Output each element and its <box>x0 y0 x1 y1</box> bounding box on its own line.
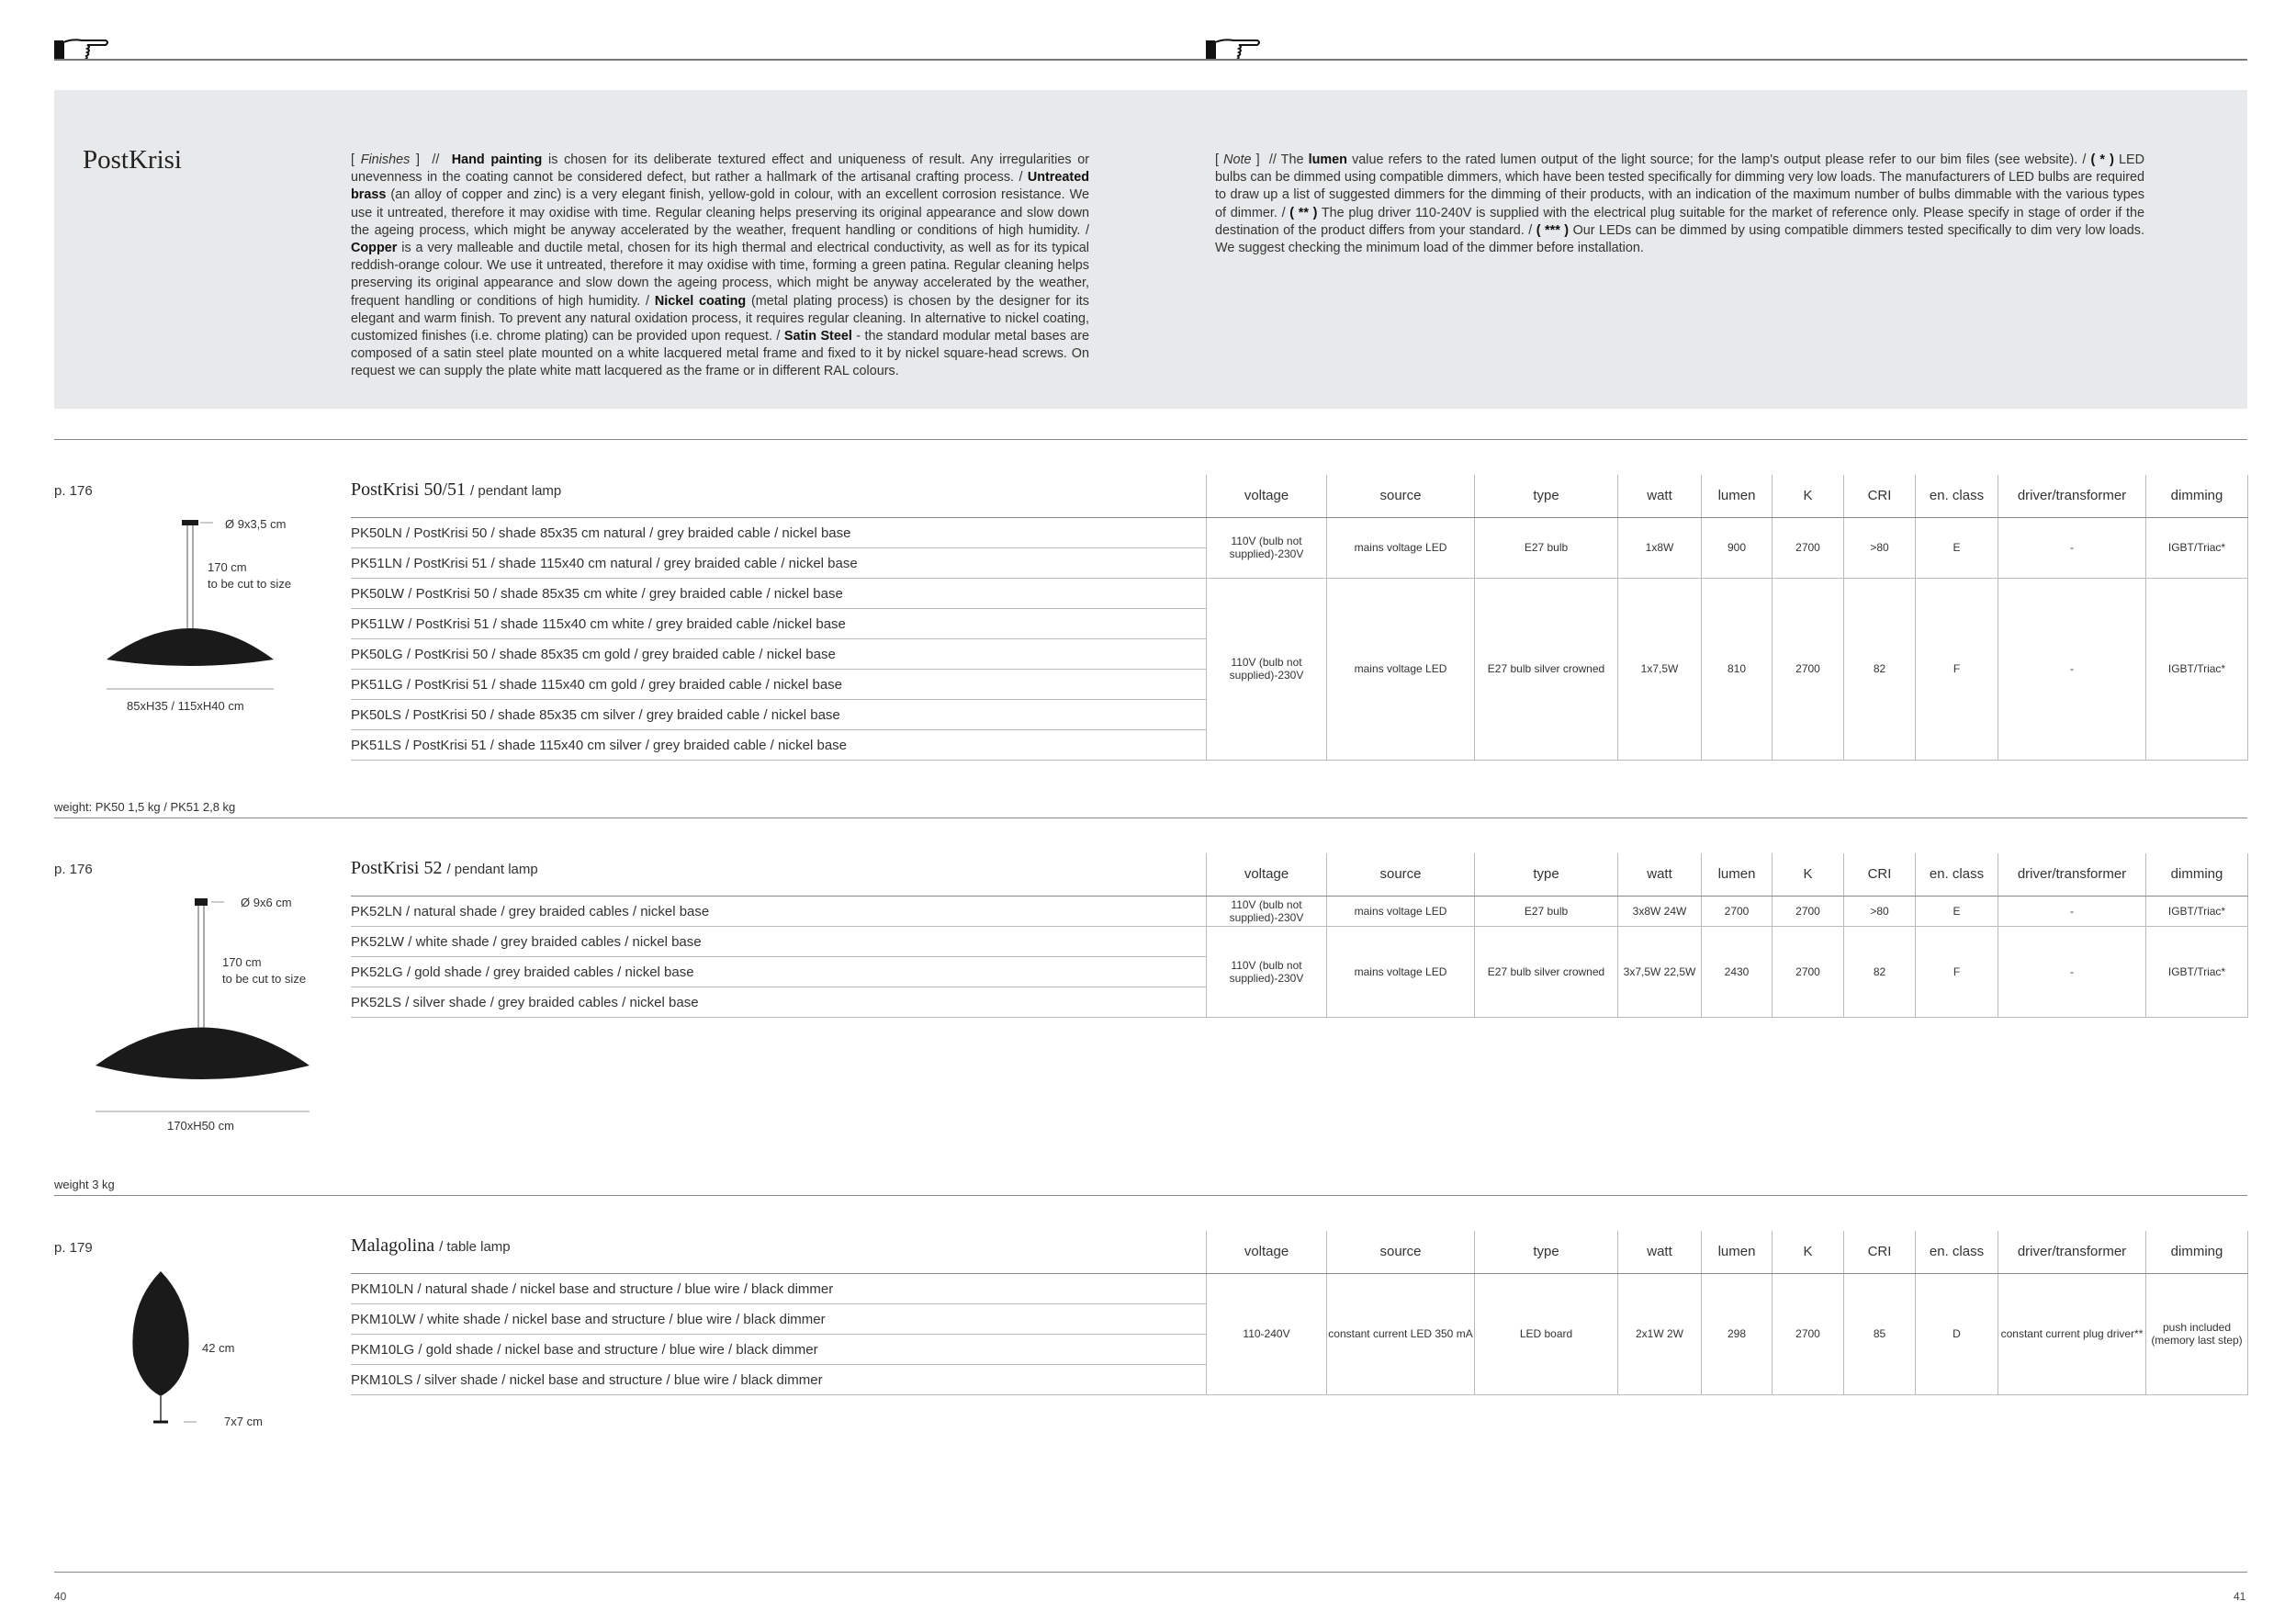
cell-lumen: 298 <box>1702 1273 1773 1394</box>
cell-watt: 2x1W 2W <box>1618 1273 1702 1394</box>
list-item: PK51LG / PostKrisi 51 / shade 115x40 cm gold / grey braided cable / nickel base <box>351 670 1206 700</box>
cell-watt: 3x8W 24W <box>1618 896 1702 926</box>
cell-voltage: 110V (bulb not supplied)-230V <box>1207 517 1327 578</box>
separator: // <box>432 152 440 167</box>
page-reference: p. 179 <box>54 1240 93 1256</box>
note-text: [ Note ] // The lumen value refers to the rated lumen output of the light source; for the lamp's output please refer to our bim files (see website). / ( * ) LED bulbs can be dimmed using compatible dimmers, which have been tested specifically for dimming very low loads. The manufacturers of LED bulbs are required to draw up a list of suggested dimmers for the dimming of their products, with an indication of the maximum number of bulbs dimmable with the various types of dimmer. / ( ** ) The plug driver 110-240V is supplied with the electrical plug suitable for the market of reference only. Please specify in stage of order if the destination of the product differs from your standard. / ( *** ) Our LEDs can be dimmed by using compatible dimmers tested specifically to dim very low loads. We suggest checking the minimum load of the dimmer before installation. <box>1215 152 2144 256</box>
product-title <box>351 479 561 501</box>
table-row <box>1207 1273 2248 1394</box>
column-header: K <box>1773 475 1844 517</box>
product-code-list <box>351 1273 1206 1395</box>
cell-voltage: 110-240V <box>1207 1273 1327 1394</box>
note-text-1: The <box>1276 152 1309 167</box>
hand-painting-term: Hand painting <box>451 152 543 167</box>
column-header: driver/transformer <box>1998 1231 2146 1273</box>
column-header: watt <box>1618 475 1702 517</box>
list-item: PK52LG / gold shade / grey braided cables / nickel base <box>351 957 1206 987</box>
cell-dimming: IGBT/Triac* <box>2146 926 2248 1017</box>
dimension-cut-note: to be cut to size <box>222 972 307 986</box>
column-header: type <box>1475 475 1618 517</box>
cell-driver: - <box>1998 517 2146 578</box>
dimension-height: 42 cm <box>202 1341 235 1355</box>
cell-dimming: push included (memory last step) <box>2146 1273 2248 1394</box>
list-item: PK50LW / PostKrisi 50 / shade 85x35 cm white / grey braided cable / nickel base <box>351 579 1206 609</box>
cell-k: 2700 <box>1773 926 1844 1017</box>
satin-steel-term: Satin Steel <box>783 329 852 344</box>
cell-en-class: E <box>1916 896 1998 926</box>
cell-driver: - <box>1998 926 2146 1017</box>
page-reference: p. 176 <box>54 862 93 877</box>
table-header-row <box>1207 853 2248 896</box>
cell-en-class: F <box>1916 578 1998 760</box>
dimension-diameter: Ø 9x6 cm <box>241 896 292 909</box>
dimension-shade: 85xH35 / 115xH40 cm <box>127 699 244 713</box>
cell-en-class: E <box>1916 517 1998 578</box>
cell-lumen: 2700 <box>1702 896 1773 926</box>
cell-cri: >80 <box>1844 517 1916 578</box>
list-item: PKM10LN / natural shade / nickel base and structure / blue wire / black dimmer <box>351 1274 1206 1304</box>
page-reference: p. 176 <box>54 483 93 499</box>
separator: // <box>1268 152 1277 167</box>
table-row <box>1207 926 2248 1017</box>
cell-source: mains voltage LED <box>1327 896 1475 926</box>
product-kind: / pendant lamp <box>446 862 538 877</box>
cell-k: 2700 <box>1773 578 1844 760</box>
footnote-2-marker: ( ** ) <box>1289 205 1318 220</box>
cell-cri: >80 <box>1844 896 1916 926</box>
column-header: K <box>1773 1231 1844 1273</box>
column-header: CRI <box>1844 1231 1916 1273</box>
column-header: source <box>1327 1231 1475 1273</box>
cell-source: constant current LED 350 mA <box>1327 1273 1475 1394</box>
dimension-base: 7x7 cm <box>224 1415 263 1428</box>
copper-term: Copper <box>351 241 398 256</box>
column-header: type <box>1475 853 1618 896</box>
top-rule <box>54 59 2247 61</box>
page-number-left: 40 <box>54 1590 67 1603</box>
cell-dimming: IGBT/Triac* <box>2146 517 2248 578</box>
product-code-list <box>351 517 1206 761</box>
cell-type: E27 bulb <box>1475 517 1618 578</box>
list-item: PKM10LS / silver shade / nickel base and structure / blue wire / black dimmer <box>351 1365 1206 1395</box>
cell-driver: constant current plug driver** <box>1998 1273 2146 1394</box>
page-number-right: 41 <box>2234 1590 2246 1603</box>
table-row <box>1207 578 2248 760</box>
cell-dimming: IGBT/Triac* <box>2146 578 2248 760</box>
column-header: dimming <box>2146 475 2248 517</box>
cell-k: 2700 <box>1773 1273 1844 1394</box>
weight-note: weight 3 kg <box>54 1178 115 1191</box>
finishes-text-5: - the standard modular metal bases are composed of a satin steel plate mounted on a white lacquered metal frame and fixed to it by nickel square-head screws. On request we can supply the plate white matt lacquered as the frame or in different RAL colours. <box>351 329 1090 379</box>
column-header: dimming <box>2146 1231 2248 1273</box>
list-item: PK51LN / PostKrisi 51 / shade 115x40 cm natural / grey braided cable / nickel base <box>351 548 1206 579</box>
list-item: PK51LW / PostKrisi 51 / shade 115x40 cm white / grey braided cable /nickel base <box>351 609 1206 639</box>
list-item: PK50LN / PostKrisi 50 / shade 85x35 cm natural / grey braided cable / nickel base <box>351 518 1206 548</box>
product-name: PostKrisi 52 <box>351 858 443 878</box>
note-text-5: Our LEDs can be dimmed by using compatible dimmers tested specifically to dim very low loads. We suggest checking the minimum load of the dimmer before installation. <box>1215 222 2144 256</box>
bottom-rule <box>54 1572 2247 1573</box>
column-header: en. class <box>1916 853 1998 896</box>
cell-source: mains voltage LED <box>1327 517 1475 578</box>
column-header: dimming <box>2146 853 2248 896</box>
list-item: PK50LS / PostKrisi 50 / shade 85x35 cm silver / grey braided cable / nickel base <box>351 700 1206 730</box>
product-name: PostKrisi 50/51 <box>351 479 467 500</box>
cell-k: 2700 <box>1773 896 1844 926</box>
spec-table <box>1206 1231 2248 1395</box>
column-header: en. class <box>1916 475 1998 517</box>
footnote-1-marker: ( * ) <box>2090 152 2114 167</box>
cell-cri: 82 <box>1844 578 1916 760</box>
column-header: watt <box>1618 1231 1702 1273</box>
cell-driver: - <box>1998 578 2146 760</box>
product-title <box>351 858 538 879</box>
product-kind: / table lamp <box>439 1239 511 1255</box>
cell-source: mains voltage LED <box>1327 578 1475 760</box>
finishes-label: Finishes <box>360 152 411 167</box>
weight-note: weight: PK50 1,5 kg / PK51 2,8 kg <box>54 800 236 814</box>
column-header: lumen <box>1702 853 1773 896</box>
spec-table <box>1206 475 2248 761</box>
table-row <box>1207 517 2248 578</box>
finishes-text-1: is chosen for its deliberate textured effect and uniqueness of result. Any irregularities or unevenness in the coating cannot be considered defect, but rather a hallmark of the artisanal crafting process. / <box>351 152 1089 186</box>
table-header-row <box>1207 1231 2248 1273</box>
column-header: CRI <box>1844 475 1916 517</box>
cell-voltage: 110V (bulb not supplied)-230V <box>1207 926 1327 1017</box>
note-label: Note <box>1223 152 1252 167</box>
list-item: PK52LW / white shade / grey braided cables / nickel base <box>351 927 1206 957</box>
cell-lumen: 810 <box>1702 578 1773 760</box>
column-header: driver/transformer <box>1998 853 2146 896</box>
cell-driver: - <box>1998 896 2146 926</box>
lumen-term: lumen <box>1308 152 1347 167</box>
column-header: driver/transformer <box>1998 475 2146 517</box>
product-code-list <box>351 896 1206 1018</box>
cell-type: LED board <box>1475 1273 1618 1394</box>
cell-type: E27 bulb silver crowned <box>1475 926 1618 1017</box>
brand-title: PostKrisi <box>83 145 182 175</box>
cell-lumen: 900 <box>1702 517 1773 578</box>
finishes-text-2: (an alloy of copper and zinc) is a very elegant finish, yellow-gold in colour, with an excellent corrosion resistance. We use it untreated, therefore it may oxidise with time. Regular cleaning helps preserving its original appearance and slow down the ageing process, which might be anyway accelerated by the weather, frequent handling or conditions of high humidity. / <box>351 187 1089 238</box>
column-header: source <box>1327 853 1475 896</box>
spec-table <box>1206 853 2248 1018</box>
column-header: K <box>1773 853 1844 896</box>
table-row <box>1207 896 2248 926</box>
section-rule <box>54 1195 2247 1196</box>
column-header: type <box>1475 1231 1618 1273</box>
note-text-4: The plug driver 110-240V is supplied with the electrical plug suitable for the market of reference only. Please specify in stage of order if the destination of the product differs from your standard. / <box>1215 205 2144 238</box>
pendant-lamp-drawing <box>101 514 276 698</box>
column-header: watt <box>1618 853 1702 896</box>
column-header: source <box>1327 475 1475 517</box>
dimension-cable-length: 170 cm <box>208 560 247 574</box>
product-kind: / pendant lamp <box>470 483 562 499</box>
note-text-3: LED bulbs can be dimmed using compatible dimmers, which have been tested specifically for dimming very low loads. The manufacturers of LED bulbs are required to draw up a list of suggested dimmers for the dimming of their products, with an indication of the maximum number of bulbs dimmable with the various types of dimmer. / <box>1215 152 2144 220</box>
dimension-cable-length: 170 cm <box>222 955 262 969</box>
cell-voltage: 110V (bulb not supplied)-230V <box>1207 578 1327 760</box>
cell-watt: 1x8W <box>1618 517 1702 578</box>
column-header: lumen <box>1702 1231 1773 1273</box>
finishes-text: [ Finishes ] // Hand painting is chosen for its deliberate textured effect and uniqueness of result. Any irregularities or unevenness in the coating cannot be considered defect, but rather a hallmark of the artisanal crafting process. / Untreated brass (an alloy of copper and zinc) is a very elegant finish, yellow-gold in colour, with an excellent corrosion resistance. We use it untreated, therefore it may oxidise with time. Regular cleaning helps preserving its original appearance and slow down the ageing process, which might be anyway accelerated by the weather, frequent handling or conditions of high humidity. / Copper is a very malleable and ductile metal, chosen for its high thermal and electrical conductivity, as well as for its typical reddish-orange colour. We use it untreated, therefore it may oxidise with time, forming a green patina. Regular cleaning helps preserving its original appearance and slow down the ageing process, which might be anyway accelerated by the weather, frequent handling or conditions of high humidity. / Nickel coating (metal plating process) is chosen by the designer for its elegant and warm finish. To prevent any natural oxidation process, it requires regular cleaning. In alternative to nickel coating, customized finishes (i.e. chrome plating) can be provided upon request. / Satin Steel - the standard modular metal bases are composed of a satin steel plate mounted on a white lacquered metal frame and fixed to it by nickel square-head screws. On request we can supply the plate white matt lacquered as the frame or in different RAL colours. <box>351 152 1090 379</box>
cell-source: mains voltage LED <box>1327 926 1475 1017</box>
list-item: PK52LS / silver shade / grey braided cables / nickel base <box>351 987 1206 1018</box>
note-text-2: value refers to the rated lumen output of the light source; for the lamp's output please refer to our bim files (see website). / <box>1346 152 2091 167</box>
list-item: PK51LS / PostKrisi 51 / shade 115x40 cm silver / grey braided cable / nickel base <box>351 730 1206 761</box>
column-header: en. class <box>1916 1231 1998 1273</box>
footnote-3-marker: ( *** ) <box>1536 222 1570 238</box>
dimension-cut-note: to be cut to size <box>208 577 292 591</box>
dimension-diameter: Ø 9x3,5 cm <box>225 517 287 531</box>
cell-watt: 3x7,5W 22,5W <box>1618 926 1702 1017</box>
column-header: lumen <box>1702 475 1773 517</box>
cell-cri: 82 <box>1844 926 1916 1017</box>
table-header-row <box>1207 475 2248 517</box>
untreated-brass-term: Untreated brass <box>351 170 1089 203</box>
cell-type: E27 bulb <box>1475 896 1618 926</box>
product-name: Malagolina <box>351 1235 435 1256</box>
cell-k: 2700 <box>1773 517 1844 578</box>
cell-type: E27 bulb silver crowned <box>1475 578 1618 760</box>
column-header: CRI <box>1844 853 1916 896</box>
cell-watt: 1x7,5W <box>1618 578 1702 760</box>
column-header: voltage <box>1207 1231 1327 1273</box>
column-header: voltage <box>1207 475 1327 517</box>
list-item: PKM10LW / white shade / nickel base and structure / blue wire / black dimmer <box>351 1304 1206 1335</box>
column-header: voltage <box>1207 853 1327 896</box>
finishes-text-3: is a very malleable and ductile metal, chosen for its high thermal and electrical conductivity, as well as for its typical reddish-orange colour. We use it untreated, therefore it may oxidise with time, forming a green patina. Regular cleaning helps preserving its original appearance and slow down the ageing process, which might be anyway accelerated by the weather, frequent handling or conditions of high humidity. / <box>351 241 1089 309</box>
list-item: PK50LG / PostKrisi 50 / shade 85x35 cm gold / grey braided cable / nickel base <box>351 639 1206 670</box>
product-title <box>351 1235 511 1257</box>
cell-dimming: IGBT/Triac* <box>2146 896 2248 926</box>
dimension-shade: 170xH50 cm <box>167 1119 234 1133</box>
pendant-lamp-drawing <box>92 893 321 1122</box>
cell-en-class: F <box>1916 926 1998 1017</box>
list-item: PKM10LG / gold shade / nickel base and structure / blue wire / black dimmer <box>351 1335 1206 1365</box>
list-item: PK52LN / natural shade / grey braided cables / nickel base <box>351 897 1206 927</box>
nickel-coating-term: Nickel coating <box>654 293 747 309</box>
section-rule <box>54 439 2247 440</box>
cell-voltage: 110V (bulb not supplied)-230V <box>1207 896 1327 926</box>
finishes-text-4: (metal plating process) is chosen by the designer for its elegant and warm finish. To prevent any natural oxidation process, it requires regular cleaning. In alternative to nickel coating, customized finishes (i.e. chrome plating) can be provided upon request. / <box>351 293 1089 344</box>
cell-en-class: D <box>1916 1273 1998 1394</box>
cell-cri: 85 <box>1844 1273 1916 1394</box>
cell-lumen: 2430 <box>1702 926 1773 1017</box>
